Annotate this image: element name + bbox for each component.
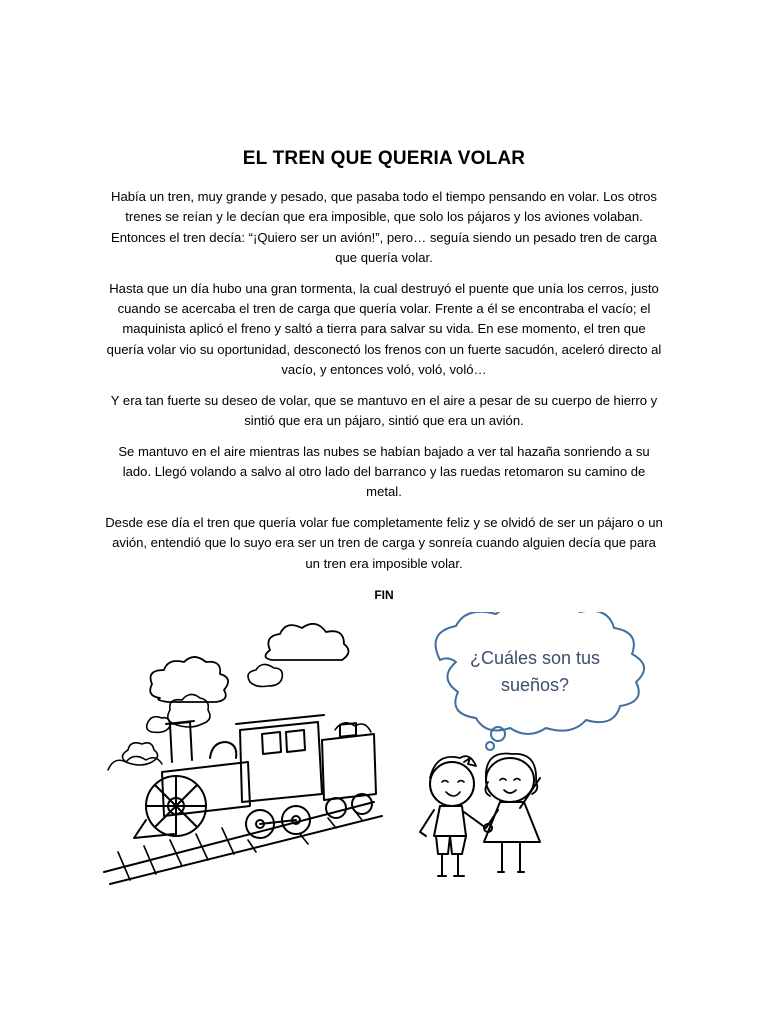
thought-bubble-line-1: ¿Cuáles son tus [469,648,601,668]
story-body [104,187,664,615]
train-illustration [100,612,385,887]
thought-bubble-text [445,645,625,699]
paragraph-1: Había un tren, muy grande y pesado, que pasaba todo el tiempo pensando en volar. Los otros trenes se reían y le decían que era imposible, que solo los pájaros y los aviones volaban. Entonces el tren decía: “¡Quiero ser un avión!”, pero… seguía siendo un pesado tren de carga que quería volar. [111,189,657,265]
paragraph-4: Se mantuvo en el aire mientras las nubes se habían bajado a ver tal hazaña sonriendo a su lado. Llegó volando a salvo al otro lado del barranco y las ruedas retomaron su camino de metal. [118,443,650,500]
paragraph-3: Y era tan fuerte su deseo de volar, que se mantuvo en el aire a pesar de su cuerpo de hierro y sintió que era un pájaro, sintió que era un avión. [110,392,658,428]
paragraph-2: Hasta que un día hubo una gran tormenta, la cual destruyó el puente que unía los cerros, justo cuando se acercaba el tren de carga que quería volar. Frente a él se encontraba el vacío; el maquinista aplicó el freno y saltó a tierra para salvar su vida. En ese momento, el tren que quería volar vio su oportunidad, desconectó los frenos con un fuerte sacudón, aceleró directo al vacío, y entonces voló, voló, voló… [106,280,662,377]
story-ending: FIN [374,587,394,602]
thought-bubble-line-2: sueños? [500,675,570,695]
cloud-icon [265,624,348,660]
story-title: EL TREN QUE QUERIA VOLAR [242,148,526,169]
paragraph-5: Desde ese día el tren que quería volar fue completamente feliz y se olvidó de ser un pájaro o un avión, entendió que lo suyo era ser un tren de carga y sonreía cuando alguien decía que para un tren era imposible volar. [105,515,663,571]
